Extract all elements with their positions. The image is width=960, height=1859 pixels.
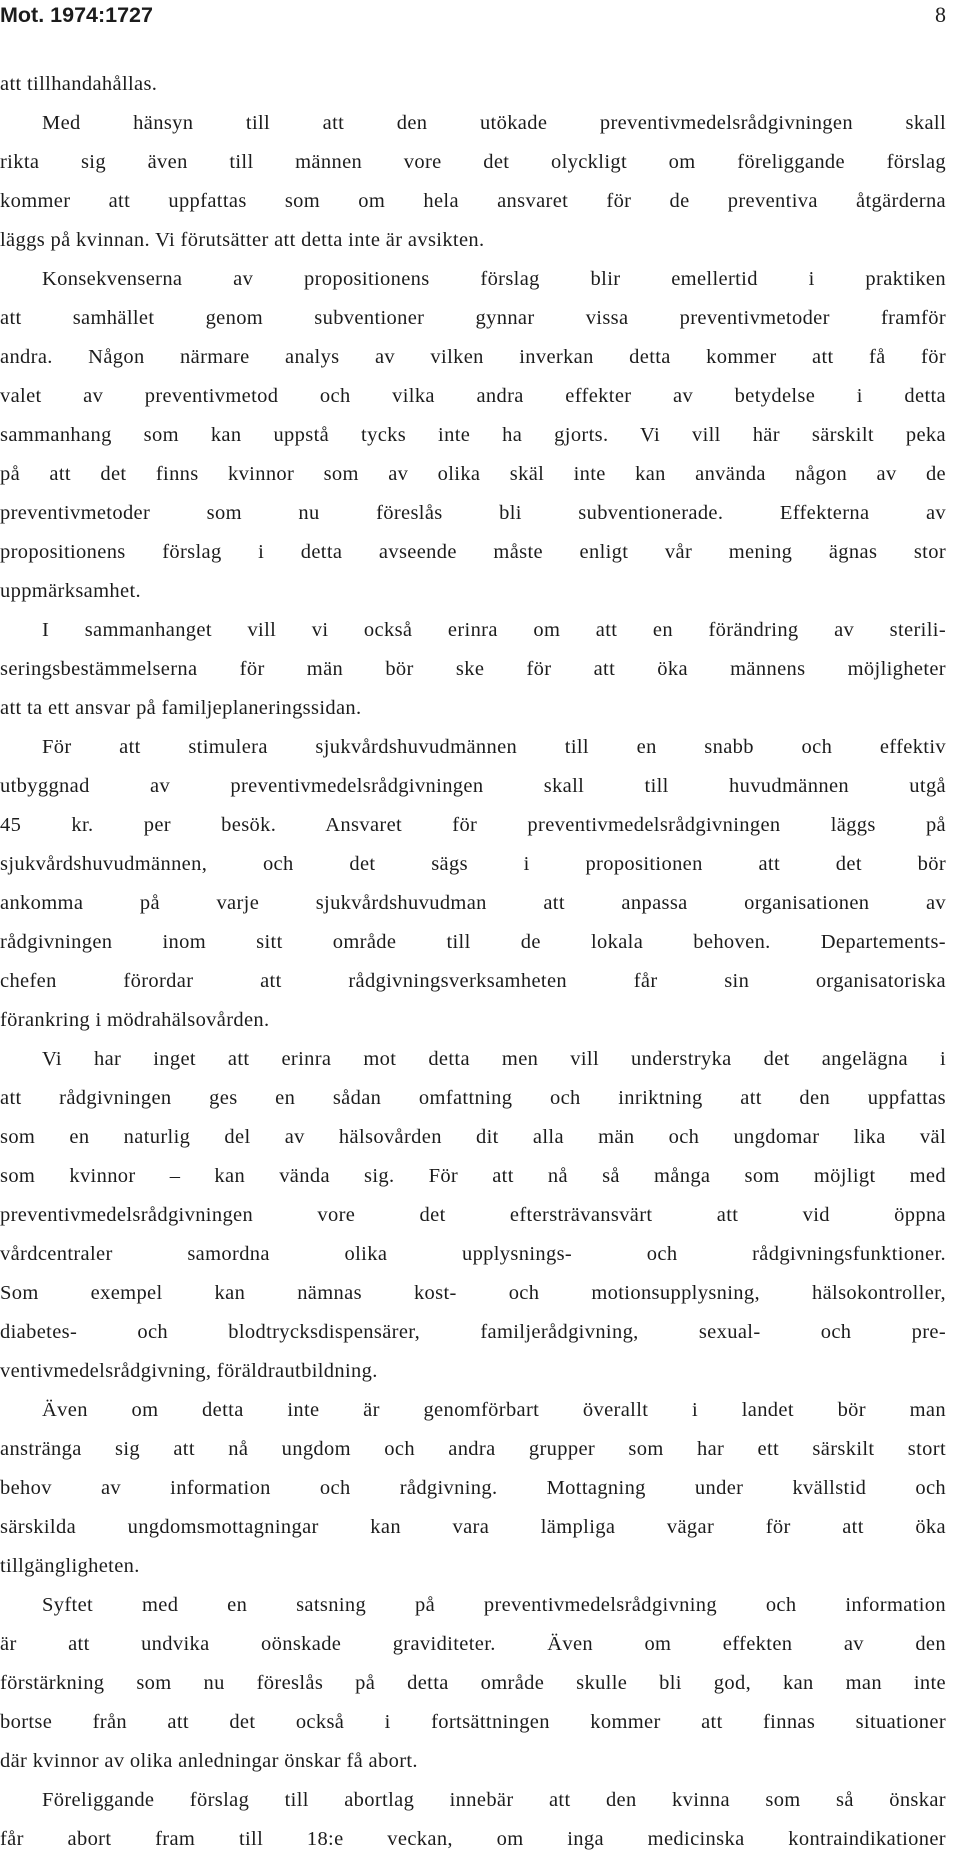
text-line: Vi har inget att erinra mot detta men vill understryka det angelägna i bbox=[42, 1048, 946, 1070]
text-line: läggs på kvinnan. Vi förutsätter att detta inte är avsikten. bbox=[0, 229, 485, 251]
text-line: rikta sig även till männen vore det olyckligt om föreliggande förslag bbox=[0, 151, 946, 173]
text-line: För att stimulera sjukvårdshuvudmännen till en snabb och effektiv bbox=[42, 736, 946, 758]
text-line: som en naturlig del av hälsovården dit alla män och ungdomar lika väl bbox=[0, 1126, 946, 1148]
text-line: är att undvika oönskade graviditeter. Även om effekten av den bbox=[0, 1633, 946, 1655]
text-line: som kvinnor – kan vända sig. För att nå så många som möjligt med bbox=[0, 1165, 946, 1187]
text-line: andra. Någon närmare analys av vilken inverkan detta kommer att få för bbox=[0, 346, 946, 368]
text-line: på att det finns kvinnor som av olika skäl inte kan använda någon av de bbox=[0, 463, 946, 485]
text-line: där kvinnor av olika anledningar önskar få abort. bbox=[0, 1750, 418, 1772]
text-line: bortse från att det också i fortsättningen kommer att finnas situationer bbox=[0, 1711, 946, 1733]
text-line: diabetes- och blodtrycksdispensärer, familjerådgivning, sexual- och pre- bbox=[0, 1321, 946, 1343]
text-line: Syftet med en satsning på preventivmedelsrådgivning och information bbox=[42, 1594, 946, 1616]
text-line: att ta ett ansvar på familjeplaneringssidan. bbox=[0, 697, 362, 719]
text-line: sjukvårdshuvudmännen, och det sägs i propositionen att det bör bbox=[0, 853, 946, 875]
text-line: får abort fram till 18:e veckan, om inga medicinska kontraindikationer bbox=[0, 1828, 946, 1850]
text-line: vårdcentraler samordna olika upplysnings- och rådgivningsfunktioner. bbox=[0, 1243, 946, 1265]
text-line: behov av information och rådgivning. Mottagning under kvällstid och bbox=[0, 1477, 946, 1499]
page-header bbox=[0, 0, 946, 30]
text-line: chefen förordar att rådgivningsverksamheten får sin organisatoriska bbox=[0, 970, 946, 992]
text-line: Föreliggande förslag till abortlag innebär att den kvinna som så önskar bbox=[42, 1789, 946, 1811]
text-line: propositionens förslag i detta avseende måste enligt vår mening ägnas stor bbox=[0, 541, 946, 563]
text-line: preventivmedelsrådgivningen vore det eftersträvansvärt att vid öppna bbox=[0, 1204, 946, 1226]
text-line: anstränga sig att nå ungdom och andra grupper som har ett särskilt stort bbox=[0, 1438, 946, 1460]
text-line: Som exempel kan nämnas kost- och motionsupplysning, hälsokontroller, bbox=[0, 1282, 946, 1304]
text-line: sammanhang som kan uppstå tycks inte ha gjorts. Vi vill här särskilt peka bbox=[0, 424, 946, 446]
text-line: att rådgivningen ges en sådan omfattning och inriktning att den uppfattas bbox=[0, 1087, 946, 1109]
text-line: 45 kr. per besök. Ansvaret för preventivmedelsrådgivningen läggs på bbox=[0, 814, 946, 836]
text-line: särskilda ungdomsmottagningar kan vara lämpliga vägar för att öka bbox=[0, 1516, 946, 1538]
document-reference: Mot. 1974:1727 bbox=[0, 3, 153, 27]
text-line: att samhället genom subventioner gynnar vissa preventivmetoder framför bbox=[0, 307, 946, 329]
text-line: uppmärksamhet. bbox=[0, 580, 141, 602]
text-line: Med hänsyn till att den utökade preventivmedelsrådgivningen skall bbox=[42, 112, 946, 134]
text-line: kommer att uppfattas som om hela ansvaret för de preventiva åtgärderna bbox=[0, 190, 946, 212]
text-line: I sammanhanget vill vi också erinra om att en förändring av sterili- bbox=[42, 619, 946, 641]
text-line: Konsekvenserna av propositionens förslag blir emellertid i praktiken bbox=[42, 268, 946, 290]
page-number: 8 bbox=[935, 2, 946, 27]
text-line: tillgängligheten. bbox=[0, 1555, 140, 1577]
text-line: förstärkning som nu föreslås på detta område skulle bli god, kan man inte bbox=[0, 1672, 946, 1694]
text-line: utbyggnad av preventivmedelsrådgivningen skall till huvudmännen utgå bbox=[0, 775, 946, 797]
text-line: seringsbestämmelserna för män bör ske för att öka männens möjligheter bbox=[0, 658, 946, 680]
text-line: att tillhandahållas. bbox=[0, 73, 158, 95]
body-text bbox=[0, 65, 946, 1859]
text-line: ventivmedelsrådgivning, föräldrautbildning. bbox=[0, 1360, 378, 1382]
text-line: ankomma på varje sjukvårdshuvudman att anpassa organisationen av bbox=[0, 892, 946, 914]
text-line: Även om detta inte är genomförbart överallt i landet bör man bbox=[42, 1399, 946, 1421]
text-line: valet av preventivmetod och vilka andra effekter av betydelse i detta bbox=[0, 385, 946, 407]
text-line: preventivmetoder som nu föreslås bli subventionerade. Effekterna av bbox=[0, 502, 946, 524]
text-line: förankring i mödrahälsovården. bbox=[0, 1009, 270, 1031]
text-line: rådgivningen inom sitt område till de lokala behoven. Departements- bbox=[0, 931, 946, 953]
